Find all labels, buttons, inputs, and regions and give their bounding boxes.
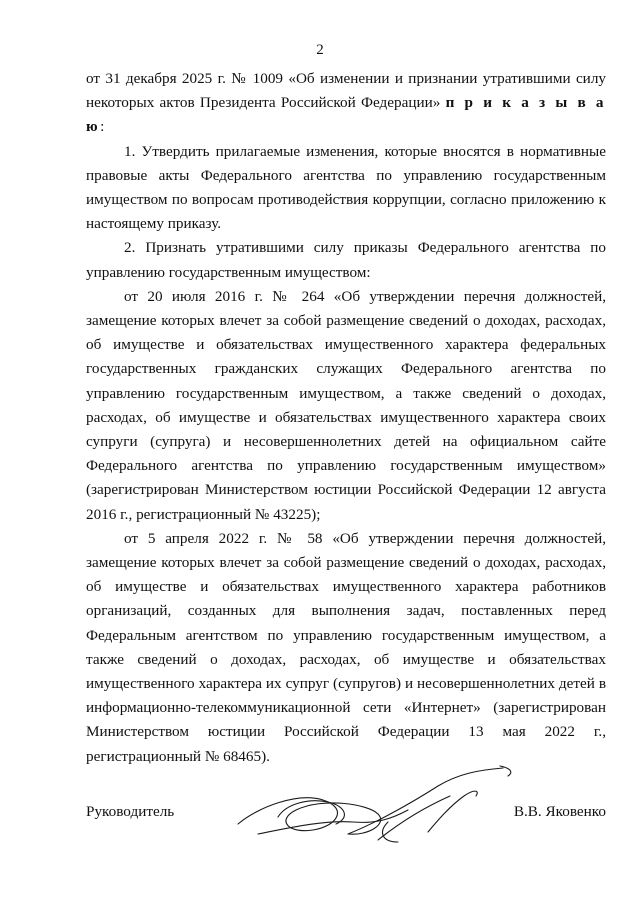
document-body [86,67,606,769]
item-1-paragraph: 1. Утвердить прилагаемые изменения, которые вносятся в нормативные правовые акты Федерального агентства по управлению государственным имуществом по вопросам противодействия коррупции, согласно приложению к настоящему приказу. [86,142,606,233]
signer-title: Руководитель [86,803,175,820]
intro-text: от 31 декабря 2025 г. № 1009 «Об изменении и признании утратившими силу некоторых актов Президента Российской Федерации» [86,70,606,112]
order-word: п р и к а з ы в а ю [86,94,607,136]
signer-name: В.В. Яковенко [513,803,606,820]
item-2-paragraph: 2. Признать утратившими силу приказы Федерального агентства по управлению государственным имуществом: [86,239,606,281]
page-number: 2 [316,42,324,58]
order-colon: : [100,118,105,136]
handwritten-signature-icon [228,762,528,862]
sub-item-2-paragraph: от 5 апреля 2022 г. № 58 «Об утверждении перечня должностей, замещение которых влечет за собой размещение сведений о доходах, расходах, об имуществе и обязательствах имущественного характера работников организаций, созданных для выполнения задач, поставленных перед Федеральным агентством по управлению государственным имуществом, а также сведений о доходах, расходах, об имуществе и обязательствах имущественного характера их супруг (супругов) и несовершеннолетних детей в информационно-телекоммуникационной сети «Интернет» (зарегистрирован Министерством юстиции Российской Федерации 13 мая 2022 г., регистрационный № 68465). [86,529,606,765]
intro-paragraph [86,67,606,140]
sub-item-1-paragraph: от 20 июля 2016 г. № 264 «Об утверждении перечня должностей, замещение которых влечет за собой размещение сведений о доходах, расходах, об имуществе и обязательствах имущественного характера федеральных государственных гражданских служащих Федерального агентства по управлению государственным имуществом, а также сведений о доходах, расходах, об имуществе и обязательствах имущественного характера своих супруги (супруга) и несовершеннолетних детей на официальном сайте Федерального агентства по управлению государственным имуществом» (зарегистрирован Министерством юстиции Российской Федерации 12 августа 2016 г., регистрационный № 43225); [86,287,606,523]
